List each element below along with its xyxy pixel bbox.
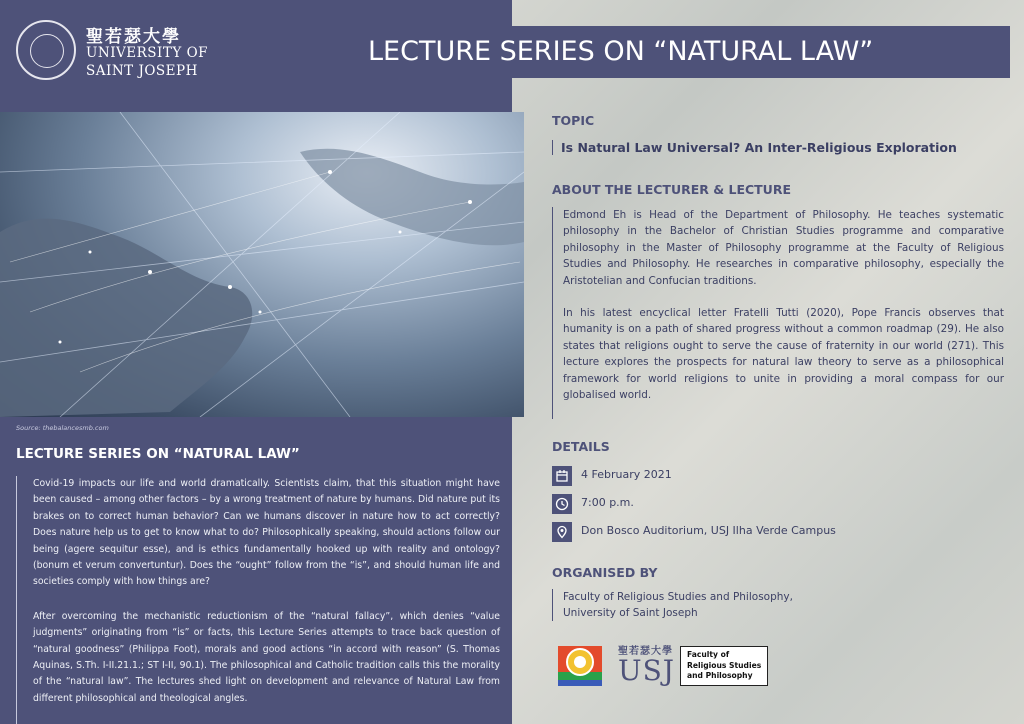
calendar-icon [552, 466, 572, 486]
series-heading: LECTURE SERIES ON “NATURAL LAW” [16, 446, 300, 462]
network-map-graphic [0, 112, 524, 417]
faculty-line-3: and Philosophy [687, 671, 753, 680]
logo-saint-joseph: SAINT JOSEPH [86, 63, 198, 79]
organiser-line-2: University of Saint Joseph [563, 607, 698, 619]
organiser [552, 589, 793, 621]
topic-heading: TOPIC [552, 113, 595, 128]
footer-logos [556, 642, 776, 692]
clock-icon [552, 494, 572, 514]
earth-network-image [0, 112, 524, 417]
faculty-line-1: Faculty of [687, 650, 730, 659]
about-heading: ABOUT THE LECTURER & LECTURE [552, 182, 792, 197]
series-paragraph-1: Covid-19 impacts our life and world dramatically. Scientists claim, that this situation might have been caused – among other factors – by a wrong treatment of nature by humans. Did nature put its brakes on to correct human behavior? Can we humans discover in nature how to act correctly? Does nature help us to get to know what to do? Philosophically speaking, should actions follow our being (agere sequitur esse), and is ethics fundamentally hooked up with reality and ontology? (bonum et verum convertuntur). Does the “ought” follow from the “is”, and should human life and societies comply with how things are? [33, 478, 500, 588]
details-heading: DETAILS [552, 439, 610, 454]
faculty-name-box [680, 646, 768, 686]
about-paragraph-2: In his latest encyclical letter Fratelli Tutti (2020), Pope Francis observes that humanity is on a path of shared progress without a common roadmap (29). He also states that religions ought to serve the cause of fraternity in our world (271). This lecture explores the prospects for natural law theory to serve as a philosophical framework for world religions to unite in providing a moral compass for our globalised world. [563, 307, 1004, 402]
event-time: 7:00 p.m. [581, 496, 634, 509]
about-paragraph-1: Edmond Eh is Head of the Department of Philosophy. He teaches systematic philosophy in the Bachelor of Christian Studies programme and comparative philosophy in the Master of Philosophy programme at the Faculty of Religious Studies and Philosophy. He researches in comparative philosophy, especially the Aristotelian and Confucian traditions. [563, 209, 1004, 287]
organiser-line-1: Faculty of Religious Studies and Philosophy, [563, 591, 793, 603]
event-date: 4 February 2021 [581, 468, 672, 481]
location-icon [552, 522, 572, 542]
title-banner [348, 26, 1010, 78]
usj-logo-text: USJ [618, 654, 676, 687]
faculty-crest-icon [556, 642, 604, 690]
university-logo [16, 20, 209, 82]
event-venue: Don Bosco Auditorium, USJ Ilha Verde Campus [581, 524, 836, 537]
logo-university-of: UNIVERSITY OF [86, 45, 209, 61]
topic-text: Is Natural Law Universal? An Inter-Religious Exploration [552, 140, 957, 155]
about-text [552, 207, 1004, 419]
usj-chinese-name: 聖若瑟大學 [618, 646, 673, 657]
logo-chinese-name: 聖若瑟大學 [86, 27, 181, 47]
series-paragraph-2: After overcoming the mechanistic reductionism of the “natural fallacy”, which denies “value judgments” originating from “is” or facts, this Lecture Series attempts to trace back question of “natural goodness” (Philippa Foot), morals and good actions “in accord with reason” (S. Thomas Aquinas, S.Th. I-II.21.1.; ST I-II, 90.1). The philosophical and Catholic tradition calls this the morality of the “natural law”. The lectures shed light on development and relevance of Natural Law from different philosophical and theological angles. [33, 610, 500, 704]
university-seal-icon [16, 20, 76, 80]
page-title: LECTURE SERIES ON “NATURAL LAW” [368, 36, 874, 67]
organised-heading: ORGANISED BY [552, 565, 658, 580]
faculty-line-2: Religious Studies [687, 660, 762, 670]
image-source-caption: Source: thebalancesmb.com [16, 424, 109, 432]
series-description [16, 476, 500, 724]
